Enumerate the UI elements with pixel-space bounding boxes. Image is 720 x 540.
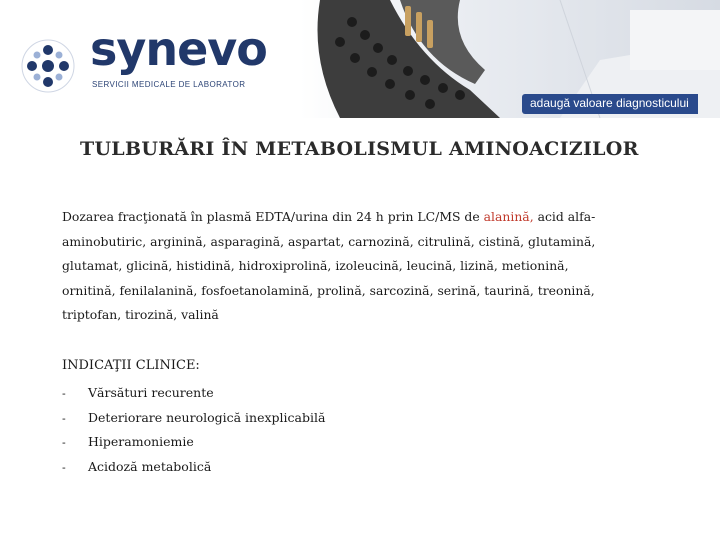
brand-subtitle: SERVICII MEDICALE DE LABORATOR — [92, 80, 246, 89]
test-description — [62, 205, 622, 328]
list-item — [62, 381, 325, 406]
slide-title: TULBURĂRI ÎN METABOLISMUL AMINOACIZILOR — [80, 138, 639, 160]
indication-text: Vărsături recurente — [88, 385, 214, 400]
header — [0, 0, 720, 120]
bullet-icon: - — [62, 411, 66, 425]
indication-text: Deteriorare neurologică inexplicabilă — [88, 409, 326, 425]
bullet-icon: - — [62, 460, 66, 474]
clinical-indications-list — [62, 381, 325, 479]
clinical-indications-heading: INDICAŢII CLINICE: — [62, 358, 200, 373]
bullet-icon: - — [62, 387, 66, 400]
bullet-icon: - — [62, 436, 66, 449]
indication-text: Acidoză metabolică — [88, 458, 212, 474]
indication-text: Hiperamoniemie — [88, 434, 194, 449]
highlighted-analyte: alanină, — [483, 209, 534, 224]
list-item — [62, 455, 325, 480]
synevo-logo-icon — [20, 38, 76, 94]
list-item — [62, 406, 325, 431]
list-item — [62, 430, 325, 455]
test-description-prefix: Dozarea fracţionată în plasmă EDTA/urina din 24 h prin LC/MS de — [62, 209, 484, 224]
brand-name: synevo — [90, 22, 267, 76]
tagline: adaugă valoare diagnosticului — [530, 96, 689, 110]
analyte-list: acid alfa-aminobutiric, arginină, asparagină, aspartat, carnozină, citrulină, cistină, glutamină, glutamat, glicină, histidină, hidroxiprolină, izoleucină, leucină, lizină, metionină, ornitină, fenilalanină, fosfoetanolamină, prolină, sarcozină, serină, taurină, treonină, triptofan, tirozină, valină — [62, 209, 596, 322]
